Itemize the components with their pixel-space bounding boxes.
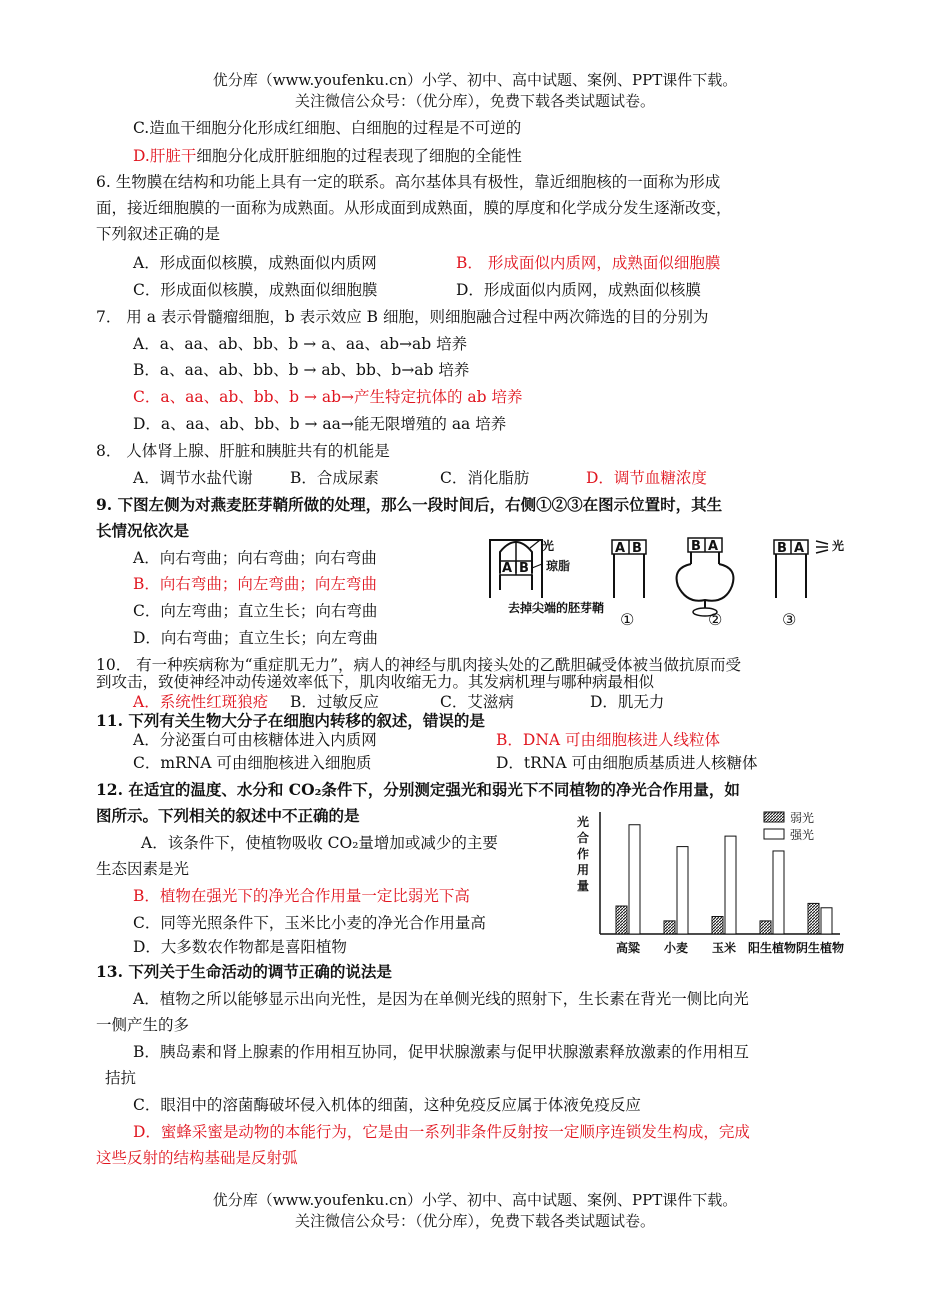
light-label: 光 [542, 539, 555, 553]
q12-option-d: D．大多数农作物都是喜阳植物 [133, 938, 347, 956]
q11-option-c: C．mRNA 可由细胞核进入细胞质 [133, 754, 372, 772]
x-tick-label: 小麦 [663, 941, 689, 955]
q7-option-a: A．a、aa、ab、bb、b → a、aa、ab→ab 培养 [133, 335, 468, 353]
header-line-2: 关注微信公众号：（优分库），免费下载各类试题试卷。 [294, 92, 655, 110]
footer-line-2: 关注微信公众号：（优分库），免费下载各类试题试卷。 [294, 1212, 655, 1230]
bar-弱光-阳生植物 [760, 921, 771, 934]
q7-option-b: B．a、aa、ab、bb、b → ab、bb、b→ab 培养 [133, 361, 470, 379]
y-axis-label-char: 作 [577, 847, 590, 861]
q11-option-d: D．tRNA 可由细胞质基质进人核糖体 [496, 754, 758, 772]
q9-option-c: C．向左弯曲；直立生长；向右弯曲 [133, 602, 378, 620]
q6-stem-1: 6. 生物膜在结构和功能上具有一定的联系。高尔基体具有极性，靠近细胞核的一面称为形成 [96, 173, 721, 191]
q12-option-a-2: 生态因素是光 [96, 860, 190, 878]
box3-label-b: B [777, 541, 787, 556]
legend-swatch [764, 812, 784, 822]
q5-option-d [133, 146, 522, 166]
q13-stem: 13. 下列关于生命活动的调节正确的说法是 [96, 962, 392, 981]
q10-stem-2: 到攻击，致使神经冲动传递效率低下，肌肉收缩无力。其发病机理与哪种病最相似 [96, 673, 655, 691]
light-label-2: 光 [832, 539, 845, 553]
agar-pointer [532, 564, 542, 568]
y-axis-label-char: 用 [577, 863, 590, 877]
q10-option-c: C．艾滋病 [440, 693, 514, 711]
left-label-a: A [502, 561, 513, 576]
q7-stem: 7． 用 a 表示骨髓瘤细胞，b 表示效应 B 细胞，则细胞融合过程中两次筛选的目的分别为 [96, 308, 709, 326]
bar-强光-阳生植物 [773, 851, 784, 934]
turntable [677, 564, 734, 601]
q9-stem-2: 长情况依次是 [96, 521, 190, 540]
figure-caption: 去掉尖端的胚芽鞘 [508, 601, 605, 615]
q12-option-c: C．同等光照条件下，玉米比小麦的净光合作用量高 [133, 914, 486, 932]
box1-label-a: A [615, 541, 626, 556]
bar-弱光-高粱 [616, 906, 627, 934]
q12-option-b: B．植物在强光下的净光合作用量一定比弱光下高 [133, 887, 470, 905]
y-axis-label-char: 光 [577, 815, 590, 829]
q6-option-d: D．形成面似内质网，成熟面似核膜 [456, 281, 701, 299]
q5-d-red: 肝脏干 [149, 147, 197, 165]
q6-option-b: B． 形成面似内质网，成熟面似细胞膜 [456, 254, 721, 272]
q9-option-d: D．向右弯曲；直立生长；向左弯曲 [133, 629, 378, 647]
q13-option-d-2: 这些反射的结构基础是反射弧 [96, 1149, 298, 1167]
box2-label-a: A [708, 539, 719, 554]
header-line-1: 优分库（www.youfenku.cn）小学、初中、高中试题、案例、PPT课件下载。 [212, 71, 738, 89]
q10-option-a: A．系统性红斑狼疮 [133, 693, 269, 711]
bar-弱光-阴生植物 [808, 903, 819, 934]
figure-number-1: ① [620, 610, 635, 629]
x-tick-label: 玉米 [711, 941, 737, 955]
coleoptile-figure [482, 528, 854, 630]
q12-stem-2: 图所示。下列相关的叙述中不正确的是 [96, 806, 360, 825]
q11-stem: 11. 下列有关生物大分子在细胞内转移的叙述，错误的是 [96, 711, 485, 730]
q13-option-a-1: A．植物之所以能够显示出向光性，是因为在单侧光线的照射下，生长素在背光一侧比向光 [133, 990, 749, 1008]
legend-label: 弱光 [790, 811, 815, 825]
bar-强光-高粱 [629, 825, 640, 934]
x-tick-label: 阴生植物 [795, 941, 844, 955]
q6-option-a: A．形成面似核膜，成熟面似内质网 [133, 254, 377, 272]
q13-option-b-1: B．胰岛素和肾上腺素的作用相互协同，促甲状腺激素与促甲状腺激素释放激素的作用相互 [133, 1043, 749, 1061]
x-tick-label: 高粱 [615, 941, 641, 955]
bar-弱光-玉米 [712, 917, 723, 934]
q13-option-b-2: 拮抗 [105, 1069, 137, 1087]
photosynthesis-chart [572, 806, 844, 958]
q5-d-rest: 细胞分化成肝脏细胞的过程表现了细胞的全能性 [196, 147, 522, 165]
q11-option-b: B．DNA 可由细胞核进人线粒体 [496, 731, 721, 749]
q8-option-c: C．消化脂肪 [440, 469, 530, 487]
q8-stem: 8． 人体肾上腺、肝脏和胰脏共有的机能是 [96, 442, 390, 460]
light-pointer [530, 540, 540, 548]
bar-强光-玉米 [725, 836, 736, 934]
figure-number-2: ② [708, 610, 723, 629]
q9-option-a: A．向右弯曲；向右弯曲；向右弯曲 [133, 549, 377, 567]
q5-d-prefix: D. [133, 147, 150, 165]
q9-stem-1: 9. 下图左侧为对燕麦胚芽鞘所做的处理，那么一段时间后，右侧①②③在图示位置时，其生 [96, 495, 723, 514]
q7-option-c: C．a、aa、ab、bb、b → ab→产生特定抗体的 ab 培养 [133, 388, 523, 406]
box3-label-a: A [794, 541, 805, 556]
figure-number-3: ③ [782, 610, 797, 629]
q11-option-a: A．分泌蛋白可由核糖体进入内质网 [133, 731, 377, 749]
q8-option-a: A．调节水盐代谢 [133, 469, 253, 487]
box1-label-b: B [632, 541, 642, 556]
bar-弱光-小麦 [664, 921, 675, 934]
box2-label-b: B [691, 539, 701, 554]
q8-option-d: D．调节血糖浓度 [586, 469, 707, 487]
q6-stem-3: 下列叙述正确的是 [96, 225, 221, 243]
q9-option-b: B．向右弯曲；向左弯曲；向左弯曲 [133, 575, 377, 593]
q10-option-b: B．过敏反应 [290, 693, 379, 711]
bar-强光-阴生植物 [821, 908, 832, 934]
light-ray-icon [816, 550, 828, 553]
legend-swatch [764, 829, 784, 839]
q6-stem-2: 面，接近细胞膜的一面称为成熟面。从形成面到成熟面，膜的厚度和化学成分发生逐渐改变， [96, 199, 732, 217]
q13-option-c: C．眼泪中的溶菌酶破坏侵入机体的细菌，这种免疫反应属于体液免疫反应 [133, 1096, 641, 1114]
q10-option-d: D．肌无力 [590, 693, 665, 711]
x-tick-label: 阳生植物 [747, 941, 797, 955]
q13-option-a-2: 一侧产生的多 [96, 1016, 190, 1034]
y-axis-label-char: 量 [577, 879, 590, 893]
q10-stem-1: 10． 有一种疾病称为“重症肌无力”，病人的神经与肌肉接头处的乙酰胆碱受体被当做抗原而受 [96, 656, 742, 674]
left-label-b: B [519, 561, 529, 576]
light-ray-icon [816, 541, 828, 544]
q5-option-c: C.造血干细胞分化形成红细胞、白细胞的过程是不可逆的 [133, 119, 522, 137]
q6-option-c: C．形成面似核膜，成熟面似细胞膜 [133, 281, 378, 299]
bar-强光-小麦 [677, 847, 688, 934]
q12-stem-1: 12. 在适宜的温度、水分和 CO₂条件下，分别测定强光和弱光下不同植物的净光合作用量，如 [96, 780, 740, 799]
q13-option-d-1: D．蜜蜂采蜜是动物的本能行为，它是由一系列非条件反射按一定顺序连锁发生构成，完成 [133, 1123, 750, 1141]
q7-option-d: D．a、aa、ab、bb、b → aa→能无限增殖的 aa 培养 [133, 415, 507, 433]
q12-option-a-1: A．该条件下，使植物吸收 CO₂量增加或减少的主要 [141, 834, 498, 852]
legend-label: 强光 [790, 828, 815, 842]
y-axis-label-char: 合 [577, 831, 590, 845]
q8-option-b: B．合成尿素 [290, 469, 379, 487]
footer-line-1: 优分库（www.youfenku.cn）小学、初中、高中试题、案例、PPT课件下载。 [212, 1191, 738, 1209]
agar-label: 琼脂 [546, 559, 571, 573]
